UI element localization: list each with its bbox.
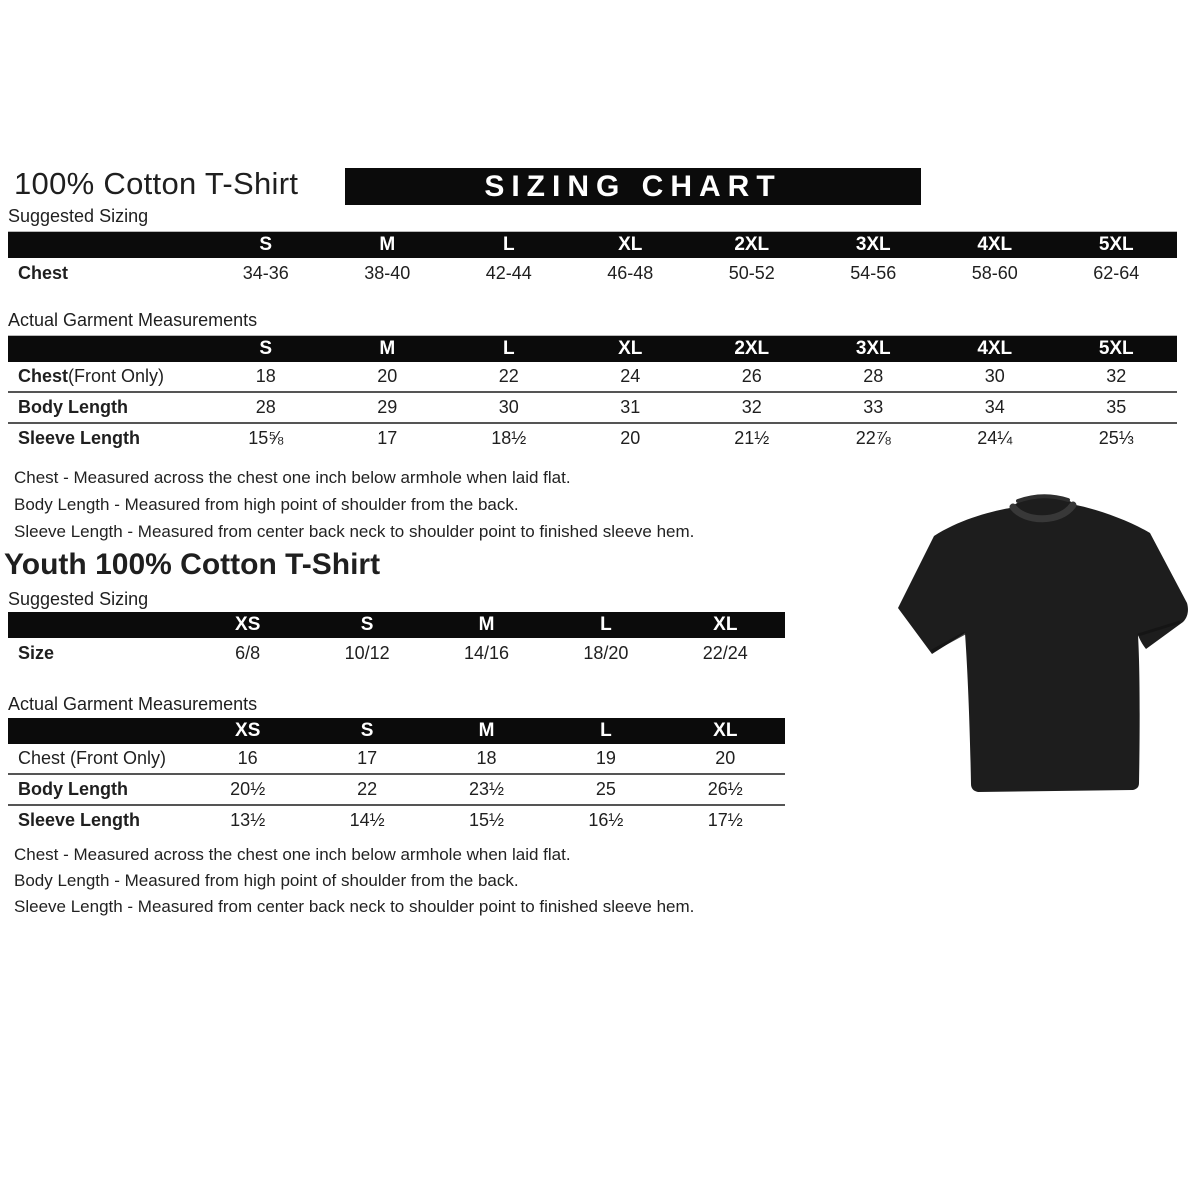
value-cell: 20 <box>570 422 692 453</box>
value-cell: 34-36 <box>242 262 289 283</box>
header-cell: XL <box>570 232 692 258</box>
row-label: Chest (Front Only) <box>18 366 165 386</box>
header-cell-blank <box>8 612 188 638</box>
row-label: Sleeve Length <box>8 804 188 835</box>
header-cell: M <box>427 718 546 744</box>
header-cell-blank <box>8 336 205 362</box>
value-cell: 54-56 <box>850 262 897 283</box>
value-cell: 30 <box>984 366 1005 386</box>
header-cell: 2XL <box>691 336 813 362</box>
youth-actual-measurements-label: Actual Garment Measurements <box>8 694 785 720</box>
header-cell: 5XL <box>1056 232 1178 258</box>
row-label: Body Length <box>8 391 205 422</box>
header-cell: S <box>307 612 426 638</box>
header-cell: 4XL <box>934 232 1056 258</box>
header-cell: 2XL <box>691 232 813 258</box>
value-cell: 26 <box>741 366 762 386</box>
value-cell: 29 <box>327 391 449 422</box>
header-cell: 5XL <box>1056 336 1178 362</box>
header-cell: XS <box>188 718 307 744</box>
value-cell: 42-44 <box>485 262 532 283</box>
row-label: Chest <box>18 262 69 283</box>
value-cell: 32 <box>1106 366 1127 386</box>
header-cell: S <box>205 336 327 362</box>
adult-actual-measurements-table <box>8 336 1177 453</box>
adult-actual-measurements-label: Actual Garment Measurements <box>8 310 1177 336</box>
value-cell: 16 <box>237 748 258 768</box>
header-cell: L <box>546 612 665 638</box>
sizing-chart-banner <box>345 168 921 205</box>
value-cell: 19 <box>595 748 616 768</box>
value-cell: 46-48 <box>607 262 654 283</box>
header-cell: XL <box>666 718 785 744</box>
value-cell: 15⅝ <box>205 422 327 453</box>
row-label: Sleeve Length <box>8 422 205 453</box>
row-label: Body Length <box>8 773 188 804</box>
value-cell: 21½ <box>691 422 813 453</box>
value-cell: 18½ <box>448 422 570 453</box>
value-cell: 13½ <box>188 804 307 835</box>
value-cell: 58-60 <box>971 262 1018 283</box>
header-cell: S <box>205 232 327 258</box>
adult-suggested-sizing-table <box>8 232 1177 288</box>
youth-suggested-sizing-label: Suggested Sizing <box>8 589 785 615</box>
value-cell: 17 <box>327 422 449 453</box>
value-cell: 14½ <box>307 804 426 835</box>
value-cell: 22 <box>307 773 426 804</box>
value-cell: 25⅓ <box>1056 422 1178 453</box>
header-cell: 3XL <box>813 336 935 362</box>
note-sleeve-length: Sleeve Length - Measured from center back neck to shoulder point to finished sleeve hem. <box>14 522 695 541</box>
note-chest: Chest - Measured across the chest one inch below armhole when laid flat. <box>14 845 571 864</box>
value-cell: 33 <box>813 391 935 422</box>
header-cell: 4XL <box>934 336 1056 362</box>
youth-section-title: Youth 100% Cotton T-Shirt <box>4 548 381 581</box>
header-cell: M <box>327 336 449 362</box>
adult-suggested-sizing-label: Suggested Sizing <box>8 206 1177 232</box>
header-cell: L <box>448 232 570 258</box>
black-tshirt-photo <box>892 486 1192 802</box>
header-cell: M <box>327 232 449 258</box>
value-cell: 50-52 <box>728 262 775 283</box>
value-cell: 26½ <box>666 773 785 804</box>
value-cell: 25 <box>546 773 665 804</box>
value-cell: 20½ <box>188 773 307 804</box>
header-cell: M <box>427 612 546 638</box>
value-cell: 20 <box>715 748 736 768</box>
youth-actual-measurements-table <box>8 718 785 835</box>
header-cell: XL <box>666 612 785 638</box>
value-cell: 34 <box>934 391 1056 422</box>
value-cell: 22⅞ <box>813 422 935 453</box>
header-cell: XS <box>188 612 307 638</box>
value-cell: 28 <box>863 366 884 386</box>
value-cell: 32 <box>691 391 813 422</box>
header-cell: L <box>448 336 570 362</box>
header-cell-blank <box>8 718 188 744</box>
row-label: Size <box>18 642 55 663</box>
value-cell: 18 <box>255 366 276 386</box>
sizing-chart-banner-text: SIZING CHART <box>484 169 782 203</box>
value-cell: 31 <box>570 391 692 422</box>
value-cell: 38-40 <box>364 262 411 283</box>
value-cell: 17 <box>357 748 378 768</box>
note-chest: Chest - Measured across the chest one inch below armhole when laid flat. <box>14 468 571 487</box>
note-body-length: Body Length - Measured from high point of shoulder from the back. <box>14 871 519 890</box>
header-cell: 3XL <box>813 232 935 258</box>
value-cell: 35 <box>1056 391 1178 422</box>
value-cell: 30 <box>448 391 570 422</box>
value-cell: 24¼ <box>934 422 1056 453</box>
value-cell: 18 <box>476 748 497 768</box>
value-cell: 15½ <box>427 804 546 835</box>
page-title: 100% Cotton T-Shirt <box>14 166 299 201</box>
value-cell: 20 <box>377 366 398 386</box>
header-cell-blank <box>8 232 205 258</box>
note-sleeve-length: Sleeve Length - Measured from center back neck to shoulder point to finished sleeve hem. <box>14 897 695 916</box>
youth-suggested-sizing-table <box>8 612 785 668</box>
header-cell: XL <box>570 336 692 362</box>
value-cell: 28 <box>205 391 327 422</box>
value-cell: 22/24 <box>702 642 748 663</box>
row-label: Chest (Front Only) <box>18 748 167 768</box>
value-cell: 14/16 <box>463 642 510 663</box>
header-cell: L <box>546 718 665 744</box>
header-cell: S <box>307 718 426 744</box>
value-cell: 17½ <box>666 804 785 835</box>
value-cell: 16½ <box>546 804 665 835</box>
value-cell: 62-64 <box>1093 262 1140 283</box>
value-cell: 10/12 <box>344 642 390 663</box>
value-cell: 22 <box>498 366 519 386</box>
note-body-length: Body Length - Measured from high point of shoulder from the back. <box>14 495 519 514</box>
value-cell: 6/8 <box>235 642 261 663</box>
value-cell: 23½ <box>427 773 546 804</box>
value-cell: 24 <box>620 366 641 386</box>
value-cell: 18/20 <box>583 642 629 663</box>
